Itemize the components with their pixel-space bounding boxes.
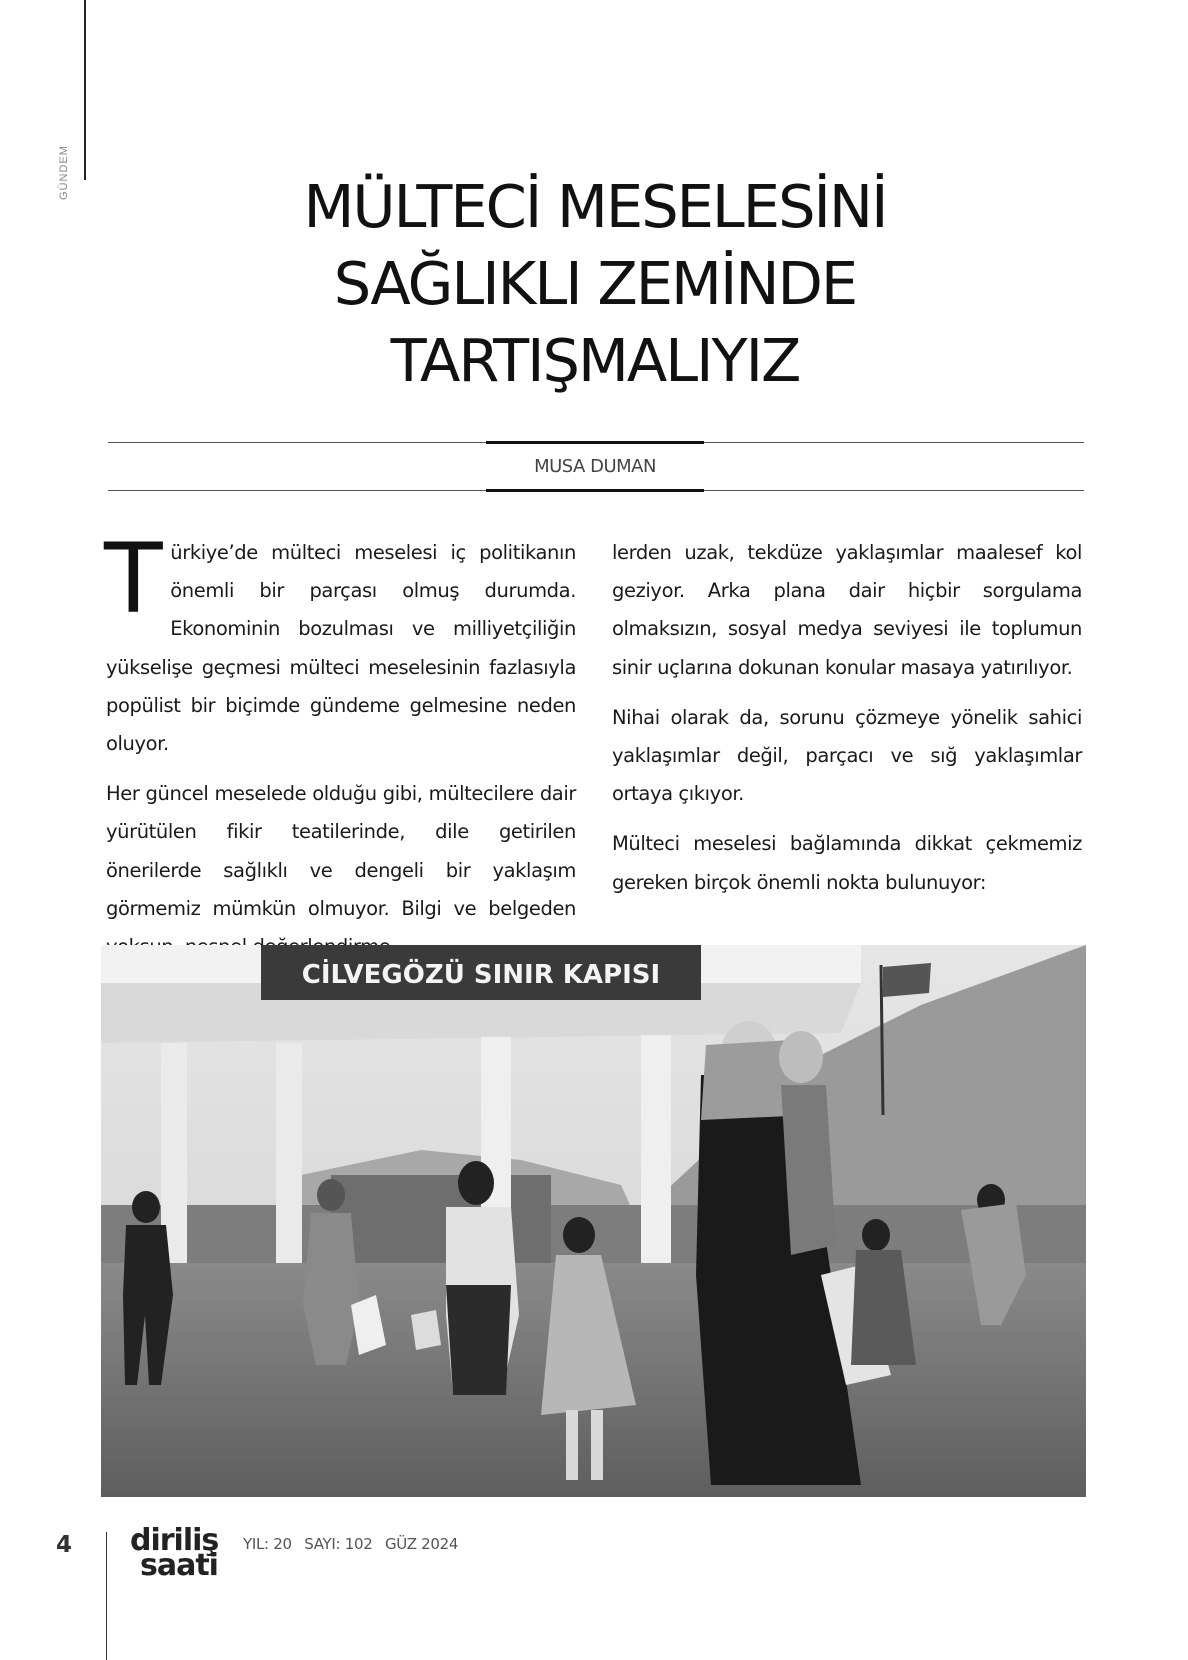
gate-sign-text: CİLVEGÖZÜ SINIR KAPISI	[301, 960, 661, 990]
author-rule-bottom-accent	[486, 489, 704, 492]
paragraph-3: Nihai olarak da, sorunu çözmeye yönelik sahici yaklaşımlar değil, parçacı ve sığ yaklaşımlar ortaya çıkıyor.	[612, 705, 1082, 806]
flag-pole	[881, 965, 883, 1115]
author-name: MUSA DUMAN	[534, 456, 656, 477]
title-line: TARTIŞMALIYIZ	[390, 326, 800, 395]
pillar	[641, 1035, 671, 1275]
flag	[883, 963, 931, 997]
person-head	[779, 1031, 823, 1083]
body-column-left	[104, 523, 576, 966]
person-head	[563, 1217, 595, 1253]
person-legs	[566, 1410, 578, 1480]
article-photo	[101, 945, 1086, 1497]
paragraph-1: Türkiye’de mülteci meselesi iç politikanın önemli bir parçası olmuş durumda. Ekonominin bozulması ve milliyetçiliğin yükselişe geçmesi mülteci meselesinin fazlasıyla popülist bir biçimde gündeme gelmesine neden oluyor.	[104, 523, 576, 756]
issue-season: GÜZ 2024	[384, 1535, 459, 1553]
section-tag: GÜNDEM	[58, 145, 70, 200]
paragraph-4: Mülteci meselesi bağlamında dikkat çekmemiz gereken birçok önemli nokta bulunuyor:	[612, 832, 1082, 894]
issue-year: YIL: 20	[243, 1535, 292, 1553]
person-woman-scarf	[303, 1213, 359, 1365]
person-head	[862, 1219, 890, 1251]
person-head	[132, 1191, 160, 1223]
issue-number: SAYI: 102	[304, 1535, 373, 1553]
paragraph-2-continued: lerden uzak, tekdüze yaklaşımlar maalesef kol geziyor. Arka plana dair hiçbir sorgulama olmaksızın, sosyal medya seviyesi ile toplumun sinir uçlarına dokunan konular masaya yatırılıyor.	[612, 541, 1082, 679]
drop-cap: T	[104, 523, 163, 635]
shopping-bag	[411, 1310, 441, 1350]
person-trousers	[446, 1285, 511, 1395]
title-line: SAĞLIKLI ZEMİNDE	[333, 249, 857, 318]
issue-info	[243, 1535, 466, 1553]
pillar	[276, 1043, 302, 1263]
paragraph-2-start: Her güncel meselede olduğu gibi, mültecilere dair yürütülen fikir teatilerinde, dile getirilen önerilerde sağlıklı ve dengeli bir yaklaşım görmemiz mümkün olmuyor. Bilgi ve belgeden	[106, 782, 576, 920]
person-legs	[591, 1410, 603, 1480]
person-head	[458, 1161, 494, 1205]
booth-building	[331, 1175, 551, 1265]
magazine-logo: diriliş saati	[130, 1523, 219, 1583]
person-head	[317, 1179, 345, 1211]
top-vertical-rule	[84, 0, 86, 180]
author-rule-top-accent	[486, 441, 704, 444]
body-column-right	[612, 534, 1082, 914]
article-title	[150, 168, 1040, 399]
border-crossing-photo	[101, 945, 1086, 1497]
page-number: 4	[56, 1532, 73, 1558]
title-line: MÜLTECİ MESELESİNİ	[303, 172, 887, 241]
footer-vertical-rule	[106, 1532, 107, 1660]
